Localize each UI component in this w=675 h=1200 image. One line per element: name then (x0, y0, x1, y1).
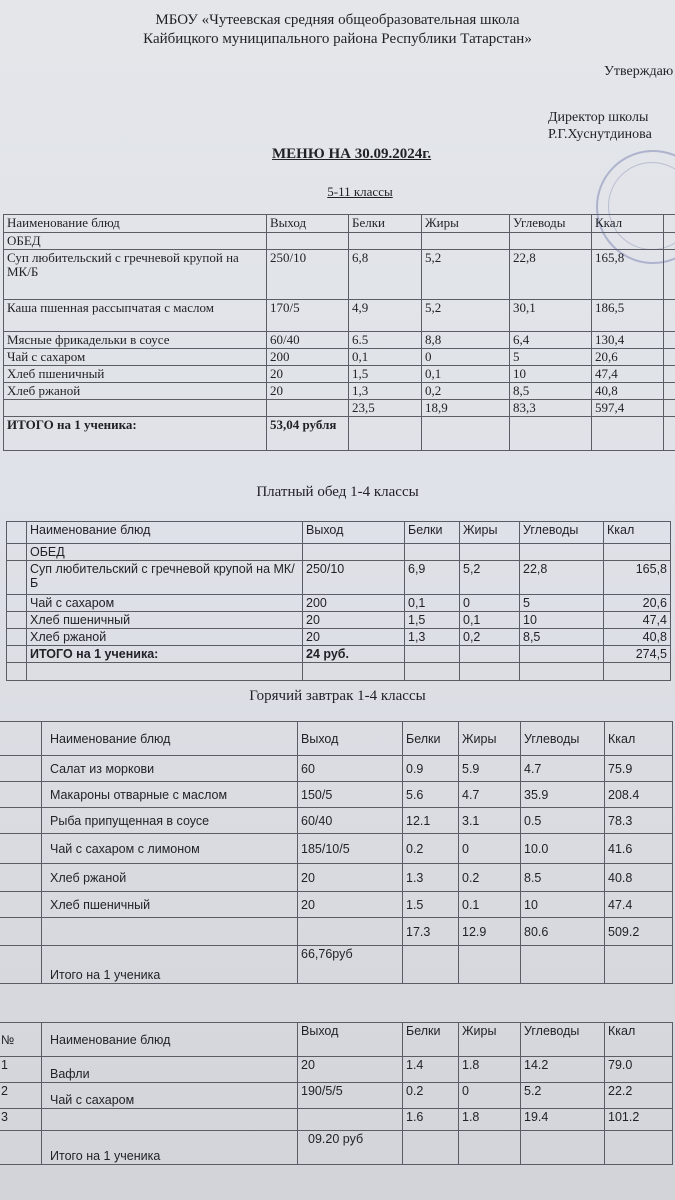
school-name-line1: МБОУ «Чутеевская средняя общеобразовательная школа (155, 12, 520, 28)
col-header-protein: Белки (403, 1023, 459, 1057)
price-row (4, 417, 675, 451)
col-header-fat: Жиры (459, 722, 521, 756)
dish-name: Макароны отварные с маслом (42, 782, 298, 808)
col-header-yield: Выход (298, 1023, 403, 1057)
price-row (0, 1131, 673, 1165)
col-header-kcal: Ккал (592, 215, 664, 233)
table-row: Суп любительский с гречневой крупой на МК/Б 250/10 6,9 5,2 22,8 165,8 (7, 561, 671, 595)
col-header-kcal: Ккал (605, 1023, 673, 1057)
section-title-hot-breakfast: Горячий завтрак 1-4 классы (249, 688, 426, 704)
table-header-row (0, 722, 673, 756)
table-row: Чай с сахаром 200 0,1 0 5 20,6 (4, 349, 675, 366)
total-fat: 12.9 (459, 918, 521, 946)
totals-row: 3 1.6 1.8 19.4 101.2 (0, 1109, 673, 1131)
dish-name: Каша пшенная рассыпчатая с маслом (4, 300, 267, 332)
total-price: 24 руб. (303, 646, 405, 663)
dish-name: Суп любительский с гречневой крупой на МК/Б (4, 250, 267, 300)
total-label: Итого на 1 ученика (42, 946, 298, 984)
col-header-carbs: Углеводы (521, 722, 605, 756)
table-row: Суп любительский с гречневой крупой на МК/Б 250/10 6,8 5,2 22,8 165,8 (4, 250, 675, 300)
dish-name: Чай с сахаром (42, 1083, 298, 1109)
col-header-name: Наименование блюд (4, 215, 267, 233)
dish-name: Хлеб ржаной (42, 864, 298, 892)
section-title-paid-lunch: Платный обед 1-4 классы (256, 484, 419, 500)
total-price: 09.20 руб (298, 1131, 403, 1165)
price-row (7, 646, 671, 663)
dish-name: Суп любительский с гречневой крупой на МК/Б (27, 561, 303, 595)
dish-name: Чай с сахаром с лимоном (42, 834, 298, 864)
dish-name: Чай с сахаром (27, 595, 303, 612)
total-kcal: 274,5 (604, 646, 671, 663)
col-header-kcal: Ккал (605, 722, 673, 756)
dish-name: Хлеб пшеничный (42, 892, 298, 918)
col-header-no: № (0, 1023, 42, 1057)
dish-name: Чай с сахаром (4, 349, 267, 366)
table-row: Рыба припущенная в соусе 60/40 12.1 3.1 0.5 78.3 (0, 808, 673, 834)
col-header-kcal: Ккал (604, 522, 671, 544)
table-row: Хлеб пшеничный 20 1,5 0,1 10 47,4 (4, 366, 675, 383)
col-header-carbs: Углеводы (520, 522, 604, 544)
total-price: 53,04 рубля (267, 417, 349, 451)
table-row: Салат из моркови 60 0.9 5.9 4.7 75.9 (0, 756, 673, 782)
totals-row (0, 918, 673, 946)
col-header-protein: Белки (405, 522, 460, 544)
total-label: ИТОГО на 1 ученика: (4, 417, 267, 451)
school-name-line2: Кайбицкого муниципального района Республики Татарстан» (143, 31, 532, 47)
col-header-name: Наименование блюд (27, 522, 303, 544)
totals-row (4, 400, 675, 417)
dish-name: Хлеб ржаной (4, 383, 267, 400)
table-row: Чай с сахаром с лимоном 185/10/5 0.2 0 10.0 41.6 (0, 834, 673, 864)
total-kcal: 597,4 (592, 400, 664, 417)
director-label: Директор школы (548, 110, 649, 125)
grade-label: 5-11 классы (327, 184, 393, 199)
col-header-protein: Белки (349, 215, 422, 233)
table-row: Хлеб ржаной 20 1,3 0,2 8,5 40,8 (4, 383, 675, 400)
col-header-yield: Выход (298, 722, 403, 756)
director-name: Р.Г.Хуснутдинова (548, 127, 652, 142)
table-row: 2 Чай с сахаром 190/5/5 0.2 0 5.2 22.2 (0, 1083, 673, 1109)
col-header-carbs: Углеводы (510, 215, 592, 233)
table-row: Хлеб пшеничный 20 1.5 0.1 10 47.4 (0, 892, 673, 918)
table-row: Каша пшенная рассыпчатая с маслом 170/5 4,9 5,2 30,1 186,5 (4, 300, 675, 332)
col-header-protein: Белки (403, 722, 459, 756)
table-row: Мясные фрикадельки в соусе 60/40 6.5 8,8 6,4 130,4 (4, 332, 675, 349)
total-fat: 18,9 (422, 400, 510, 417)
total-label: ИТОГО на 1 ученика: (27, 646, 303, 663)
total-carbs: 80.6 (521, 918, 605, 946)
section-row (7, 544, 671, 561)
col-header-carbs: Углеводы (521, 1023, 605, 1057)
table-row: Хлеб ржаной 20 1.3 0.2 8.5 40.8 (0, 864, 673, 892)
dish-name: Хлеб пшеничный (4, 366, 267, 383)
dish-name: Салат из моркови (42, 756, 298, 782)
section-label: ОБЕД (4, 233, 267, 250)
section-row (4, 233, 675, 250)
col-header-fat: Жиры (459, 1023, 521, 1057)
col-header-yield: Выход (303, 522, 405, 544)
total-protein: 23,5 (349, 400, 422, 417)
table-header-row (4, 215, 675, 233)
dish-name: Хлеб пшеничный (27, 612, 303, 629)
col-header-yield: Выход (267, 215, 349, 233)
dish-name: Мясные фрикадельки в соусе (4, 332, 267, 349)
menu-table-hot-breakfast (0, 721, 673, 984)
dish-name: Вафли (42, 1057, 298, 1083)
col-header-name: Наименование блюд (42, 722, 298, 756)
approve-label: Утверждаю (604, 64, 674, 79)
table-row: Чай с сахаром 200 0,1 0 5 20,6 (7, 595, 671, 612)
menu-table-snack (0, 1022, 673, 1165)
dish-name: Хлеб ржаной (27, 629, 303, 646)
total-label: Итого на 1 ученика (42, 1131, 298, 1165)
table-row: Хлеб пшеничный 20 1,5 0,1 10 47,4 (7, 612, 671, 629)
col-header-fat: Жиры (422, 215, 510, 233)
total-carbs: 83,3 (510, 400, 592, 417)
table-header-row (0, 1023, 673, 1057)
section-label: ОБЕД (27, 544, 303, 561)
table-row: 1 Вафли 20 1.4 1.8 14.2 79.0 (0, 1057, 673, 1083)
col-header-fat: Жиры (460, 522, 520, 544)
total-kcal: 509.2 (605, 918, 673, 946)
dish-name: Рыба припущенная в соусе (42, 808, 298, 834)
col-header-name: Наименование блюд (42, 1023, 298, 1057)
table-row: Хлеб ржаной 20 1,3 0,2 8,5 40,8 (7, 629, 671, 646)
total-price: 66,76руб (298, 946, 403, 984)
table-row: Макароны отварные с маслом 150/5 5.6 4.7 35.9 208.4 (0, 782, 673, 808)
price-row (0, 946, 673, 984)
menu-table-5-11 (3, 214, 675, 451)
table-header-row (7, 522, 671, 544)
menu-table-paid-lunch (6, 521, 671, 681)
total-protein: 17.3 (403, 918, 459, 946)
menu-title: МЕНЮ НА 30.09.2024г. (272, 146, 432, 162)
